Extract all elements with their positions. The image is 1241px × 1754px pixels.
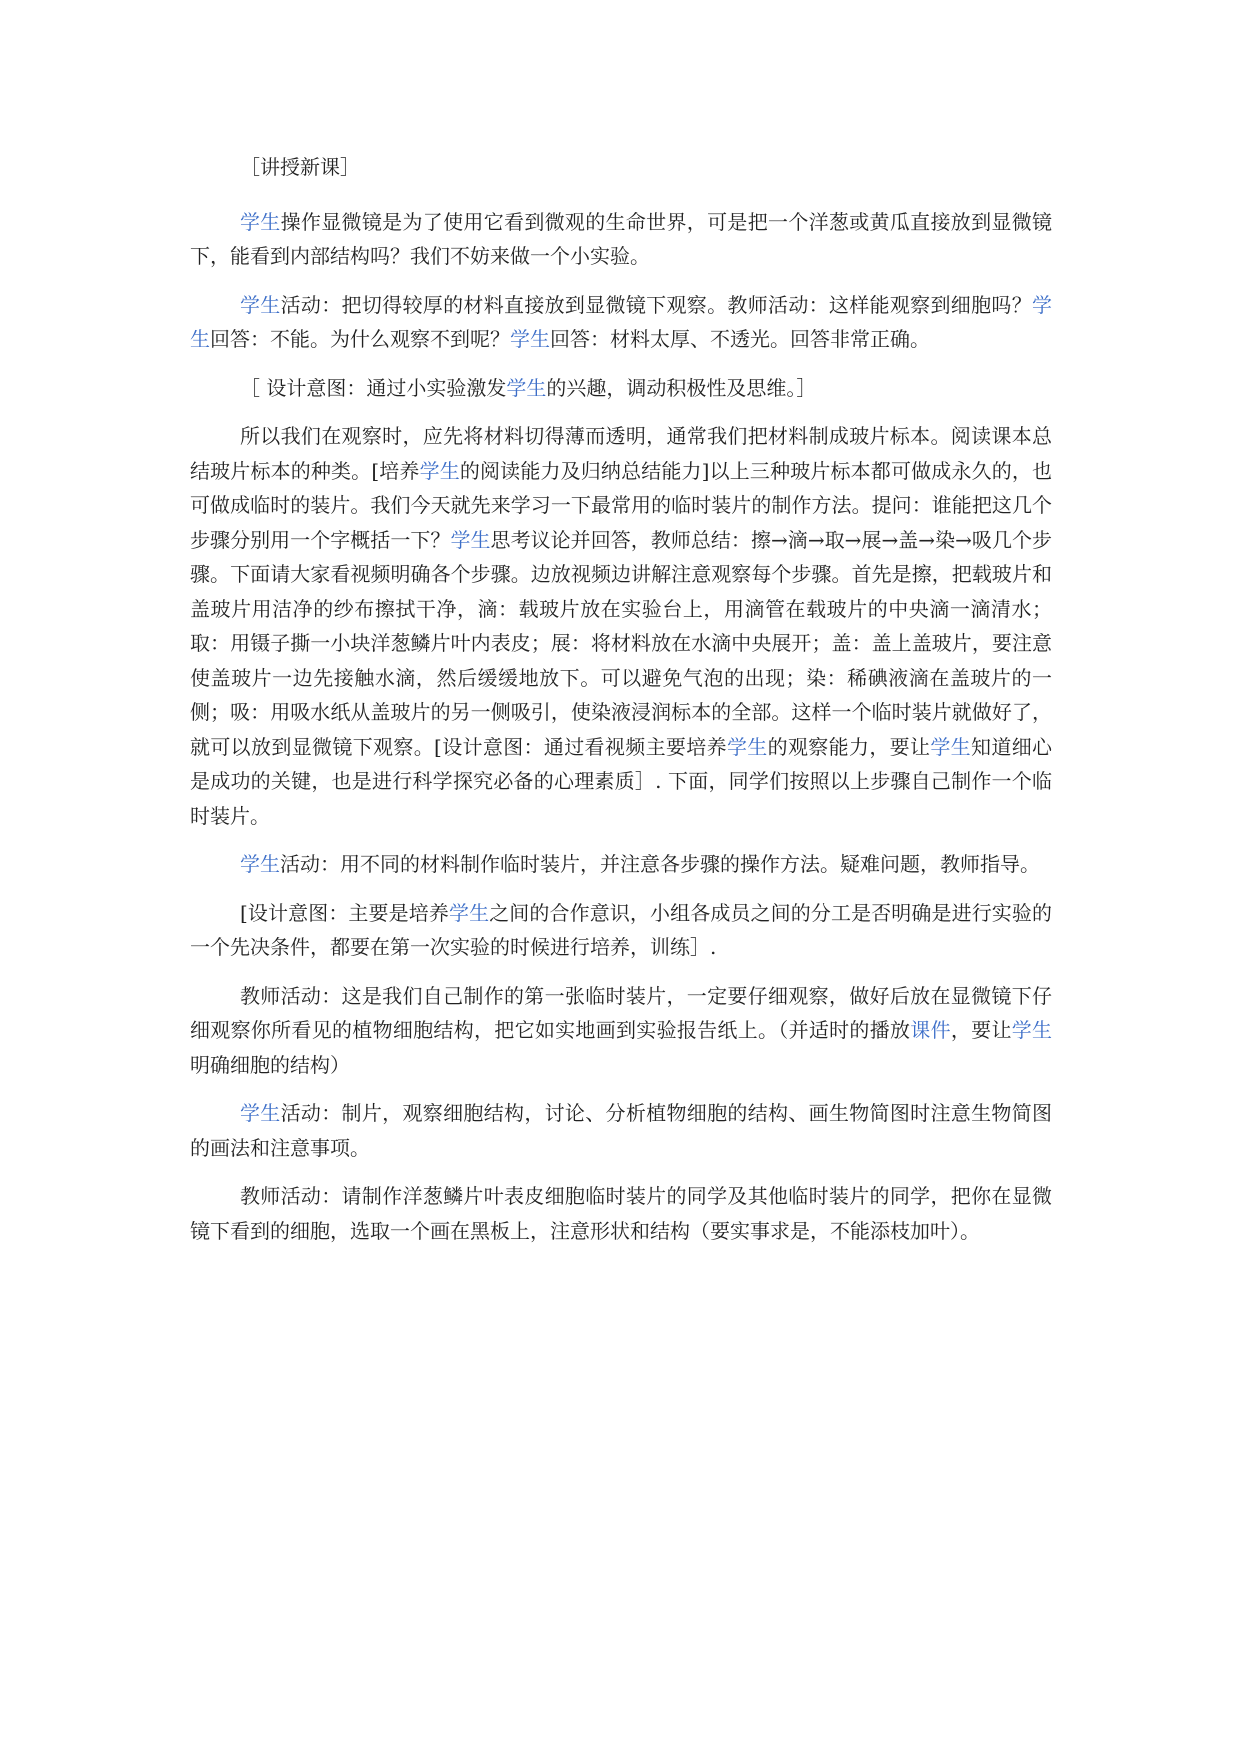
paragraph [190, 205, 1052, 274]
paragraph [190, 979, 1052, 1083]
keyword-link[interactable]: 学生 [240, 292, 281, 317]
keyword-link[interactable]: 学生 [190, 292, 1053, 351]
keyword-link[interactable]: 学生 [510, 327, 550, 351]
text-run: 明确细胞的结构） [190, 1052, 350, 1077]
text-run: [设计意图：主要是培养 [240, 900, 449, 925]
keyword-link[interactable]: 学生 [240, 852, 280, 876]
section-heading [190, 150, 1052, 185]
text-run: 的阅读能力及归纳总结能力]以上三种玻片标本都可做成永久的，也可做成临时的装片。我们今天就先来学习一下最常用的临时装片的制作方法。提问：谁能把这几个步骤分别用一个字概括一下？ [190, 458, 1052, 552]
keyword-link[interactable]: 学生 [240, 1101, 281, 1125]
paragraph [190, 896, 1052, 965]
text-run: 思考议论并回答，教师总结：擦→滴→取→展→盖→染→吸几个步骤。下面请大家看视频明确各个步骤。边放视频边讲解注意观察每个步骤。首先是擦，把载玻片和盖玻片用洁净的纱布擦拭干净，滴：载玻片放在实验台上，用滴管在载玻片的中央滴一滴清水；取：用镊子撕一小块洋葱鳞片叶内表皮；展：将材料放在水滴中央展开；盖：盖上盖玻片，要注意使盖玻片一边先接触水滴，然后缓缓地放下。可以避免气泡的出现；染：稀碘液滴在盖玻片的一侧；吸：用吸水纸从盖玻片的另一侧吸引，使染液浸润标本的全部。这样一个临时装片就做好了，就可以放到显微镜下观察。[设计意图：通过看视频主要培养 [190, 527, 1053, 759]
text-run: ，要让 [950, 1018, 1012, 1042]
text-run: 的兴趣，调动积极性及思维。］ [546, 375, 817, 400]
keyword-link[interactable]: 学生 [419, 458, 460, 483]
paragraph [190, 419, 1052, 833]
text-run: 活动：制片，观察细胞结构，讨论、分析植物细胞的结构、画生物简图时注意生物简图的画法和注意事项。 [190, 1101, 1053, 1160]
text-run: 的观察能力，要让 [767, 734, 931, 759]
text-run: ［ 设计意图：通过小实验激发 [240, 375, 507, 400]
paragraph [190, 847, 1052, 882]
keyword-link[interactable]: 课件 [910, 1018, 951, 1042]
keyword-link[interactable]: 学生 [726, 734, 768, 759]
keyword-link[interactable]: 学生 [1011, 1018, 1053, 1042]
keyword-link[interactable]: 学生 [448, 900, 490, 925]
paragraph [190, 371, 1052, 406]
keyword-link[interactable]: 学生 [506, 375, 547, 400]
text-run: 教师活动：请制作洋葱鳞片叶表皮细胞临时装片的同学及其他临时装片的同学，把你在显微镜下看到的细胞，选取一个画在黑板上，注意形状和结构（要实事求是，不能添枝加叶）。 [190, 1184, 1052, 1243]
text-run: 活动：把切得较厚的材料直接放到显微镜下观察。教师活动：这样能观察到细胞吗？ [280, 292, 1033, 317]
text-run: 回答：不能。为什么观察不到呢？ [210, 327, 510, 351]
paragraph [190, 288, 1052, 357]
keyword-link[interactable]: 学生 [450, 527, 491, 552]
paragraph [190, 1179, 1052, 1248]
text-run: 之间的合作意识，小组各成员之间的分工是否明确是进行实验的一个先决条件，都要在第一次实验的时候进行培养，训练］. [190, 900, 1053, 959]
text-run: 教师活动：这是我们自己制作的第一张临时装片，一定要仔细观察，做好后放在显微镜下仔细观察你所看见的植物细胞结构，把它如实地画到实验报告纸上。（并适时的播放 [190, 983, 1052, 1042]
text-run: 操作显微镜是为了使用它看到微观的生命世界，可是把一个洋葱或黄瓜直接放到显微镜下，能看到内部结构吗？我们不妨来做一个小实验。 [190, 209, 1053, 268]
text-run: 回答：材料太厚、不透光。回答非常正确。 [550, 327, 930, 351]
text-run: 活动：用不同的材料制作临时装片，并注意各步骤的操作方法。疑难问题，教师指导。 [280, 852, 1040, 876]
text-run: 知道细心是成功的关键，也是进行科学探究必备的心理素质］. 下面，同学们按照以上步骤自己制作一个临时装片。 [190, 734, 1053, 828]
keyword-link[interactable]: 学生 [930, 734, 972, 759]
paragraph [190, 1096, 1052, 1165]
document-body [190, 150, 1052, 1262]
text-run: ［讲授新课］ [240, 155, 360, 179]
text-run: 所以我们在观察时，应先将材料切得薄而透明，通常我们把材料制成玻片标本。阅读课本总结玻片标本的种类。[培养 [190, 424, 1052, 483]
keyword-link[interactable]: 学生 [240, 209, 281, 234]
